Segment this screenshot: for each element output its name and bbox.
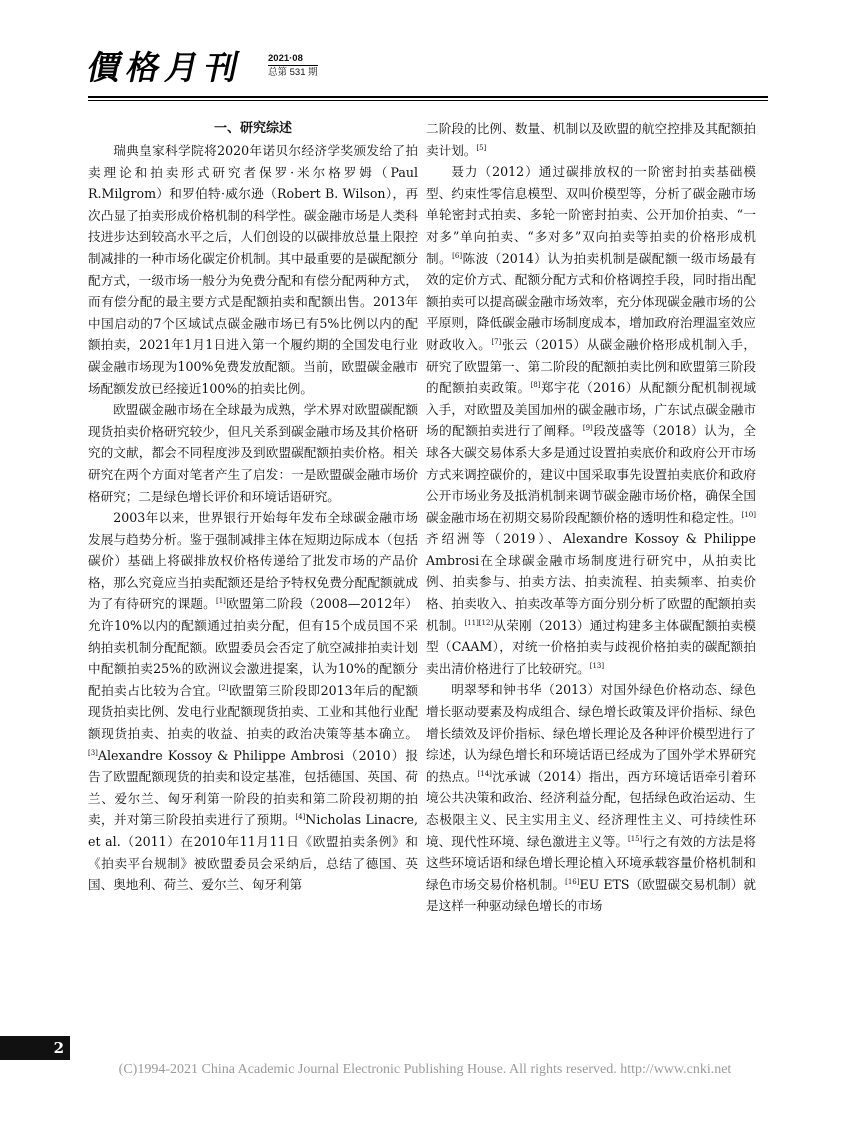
year-issue: 2021·08 <box>268 53 303 64</box>
section-heading: 一、研究综述 <box>213 121 292 136</box>
text-run: 欧盟第三阶段即2013年后的配额现货拍卖比例、发电行业配额现货拍卖、工业和其他行业配额现货拍卖、拍卖的收益、拍卖的政治决策等基本确立。 <box>88 682 418 742</box>
header-rule <box>88 96 768 98</box>
citation: [9] <box>582 424 593 433</box>
right-column <box>426 118 756 917</box>
header-rule-thin <box>88 100 768 101</box>
total-issue: 总第 531 期 <box>268 67 318 78</box>
paragraph <box>426 118 756 161</box>
citation: [15] <box>628 834 643 843</box>
text-run: 欧盟第二阶段（2008—2012年）允许10%以内的配额通过拍卖分配，但有15个成员国不采纳拍卖机制分配配额。欧盟委员会否定了航空减排拍卖计划中配额拍卖25%的欧洲议会激进提案，认为10%的配额分配拍卖占比较为合宜。 <box>88 596 418 698</box>
left-column <box>88 118 418 896</box>
paragraph <box>426 679 756 917</box>
citation: [7] <box>491 337 502 346</box>
paragraph <box>88 507 418 896</box>
page-number: 2 <box>0 1036 70 1060</box>
text-run: 段茂盛等（2018）认为，全球各大碳交易体系大多是通过设置拍卖底价和政府公开市场方式来调控碳价的，建议中国采取事先设置拍卖底价和政府公开市场业务及抵消机制来调节碳金融市场价格，确保全国碳金融市场在初期交易阶段配额价格的透明性和稳定性。 <box>426 423 756 525</box>
citation: [14] <box>477 769 492 778</box>
citation: [5] <box>476 143 487 152</box>
citation: [3] <box>88 748 98 757</box>
journal-masthead <box>83 48 768 92</box>
citation: [16] <box>565 877 580 886</box>
text-run: 二阶段的比例、数量、机制以及欧盟的航空控排及其配额拍卖计划。 <box>426 121 756 158</box>
text-run: 2003年以来，世界银行开始每年发布全球碳金融市场发展与趋势分析。鉴于强制减排主体在短期边际成本（包括碳价）基础上将碳排放权价格传递给了批发市场的产品价格，那么究竟应当拍卖配额还是给予特权免费分配配额就成为了有待研究的课题。 <box>88 510 418 612</box>
issue-info <box>268 52 318 79</box>
paragraph <box>426 161 756 679</box>
citation: [13] <box>589 661 605 670</box>
text-run: 郑宇花（2016）从配额分配机制视域入手，对欧盟及美国加州的碳金融市场，广东试点碳金融市场的配额拍卖进行了阐释。 <box>426 380 756 439</box>
text-run: Nicholas Linacre, et al.（2011）在2010年11月11日《欧盟拍卖条例》和《拍卖平台规制》被欧盟委员会采纳后，总结了德国、英国、奥地利、荷兰、爱尔兰、匈牙利第 <box>88 812 418 893</box>
text-run: 明翠琴和钟书华（2013）对国外绿色价格动态、绿色增长驱动要素及构成组合、绿色增长政策及评价指标、绿色增长绩效及评价指标、绿色增长理论及各种评价模型进行了综述，认为绿色增长和环境话语已经成为了国外学术界研究的热点。 <box>426 682 756 784</box>
citation: [1] <box>215 597 226 606</box>
citation: [6] <box>452 251 463 260</box>
text-run: 行之有效的方法是将这些环境话语和绿色增长理论植入环境承载容量价格机制和绿色市场交易价格机制。 <box>426 833 756 892</box>
text-run: EU ETS（欧盟碳交易机制）就是这样一种驱动绿色增长的市场 <box>426 876 756 914</box>
citation: [10] <box>741 510 756 519</box>
text-run: 张云（2015）从碳金融价格形成机制入手，研究了欧盟第一、第二阶段的配额拍卖比例和欧盟第三阶段的配额拍卖政策。 <box>426 336 756 396</box>
text-run: 从荣刚（2013）通过构建多主体碳配额拍卖模型（CAAM），对统一价格拍卖与歧视价格拍卖的碳配额拍卖出清价格进行了比较研究。 <box>426 617 757 676</box>
journal-logo: 價格月刊 <box>83 48 249 87</box>
text-run: 沈承诚（2014）指出，西方环境话语牵引着环境公共决策和政治、经济利益分配，包括绿色政治运动、生态极限主义、民主实用主义、经济理性主义、可持续性环境、现代性环境、绿色激进主义等。 <box>426 768 756 849</box>
citation: [4] <box>295 813 306 822</box>
text-run: Alexandre Kossoy & Philippe Ambrosi（2010）报告了欧盟配额现货的拍卖和设定基准，包括德国、英国、荷兰、爱尔兰、匈牙利第一阶段的拍卖和第二阶段初期的拍卖，并对第三阶段拍卖进行了预期。 <box>88 747 418 828</box>
text-run: 陈波（2014）认为拍卖机制是碳配额一级市场最有效的定价方式、配额分配方式和价格调控手段，同时指出配额拍卖可以提高碳金融市场效率，充分体现碳金融市场的公平原则，降低碳金融市场制度成本，增加政府治理温室效应财政收入。 <box>426 250 756 352</box>
text-run: 齐绍洲等（2019）、Alexandre Kossoy & Philippe Ambrosi在全球碳金融市场制度进行研究中，从拍卖比例、拍卖参与、拍卖方法、拍卖流程、拍卖频率、拍卖价格、拍卖收入、拍卖改革等方面分别分析了欧盟的配额拍卖机制。 <box>426 531 756 633</box>
citation: [11][12] <box>464 618 494 627</box>
copyright-footer: (C)1994-2021 China Academic Journal Electronic Publishing House. All rights reserved. http://www.cnki.net <box>118 1062 732 1077</box>
text-run: 聂力（2012）通过碳排放权的一阶密封拍卖基础模型、约束性零信息模型、双叫价模型等，分析了碳金融市场单轮密封式拍卖、多轮一阶密封拍卖、公开加价拍卖、“一对多”单向拍卖、“多对多”双向拍卖等拍卖的价格形成机制。 <box>426 164 756 266</box>
citation: [2] <box>218 683 229 692</box>
paragraph: 瑞典皇家科学院将2020年诺贝尔经济学奖颁发给了拍卖理论和拍卖形式研究者保罗·米尔格罗姆（Paul R.Milgrom）和罗伯特·威尔逊（Robert B. Wilson），再次凸显了拍卖形成价格机制的科学性。碳金融市场是人类科技进步达到较高水平之后，人们创设的以碳排放总量上限控制减排的一种市场化碳定价机制。其中最重要的是碳配额分配方式，一级市场一般分为免费分配和有偿分配两种方式，而有偿分配的最主要方式是配额拍卖和配额出售。2013年中国启动的7个区域试点碳金融市场已有5%比例以内的配额拍卖，2021年1月1日进入第一个履约期的全国发电行业碳金融市场现为100%免费发放配额。当前，欧盟碳金融市场配额发放已经接近100%的拍卖比例。 <box>88 143 418 396</box>
paragraph: 欧盟碳金融市场在全球最为成熟，学术界对欧盟碳配额现货拍卖价格研究较少，但凡关系到碳金融市场及其价格研究的文献，都会不同程度涉及到欧盟碳配额拍卖价格。相关研究在两个方面对笔者产生了启发：一是欧盟碳金融市场价格研究；二是绿色增长评价和环境话语研究。 <box>88 402 418 504</box>
citation: [8] <box>530 380 541 389</box>
